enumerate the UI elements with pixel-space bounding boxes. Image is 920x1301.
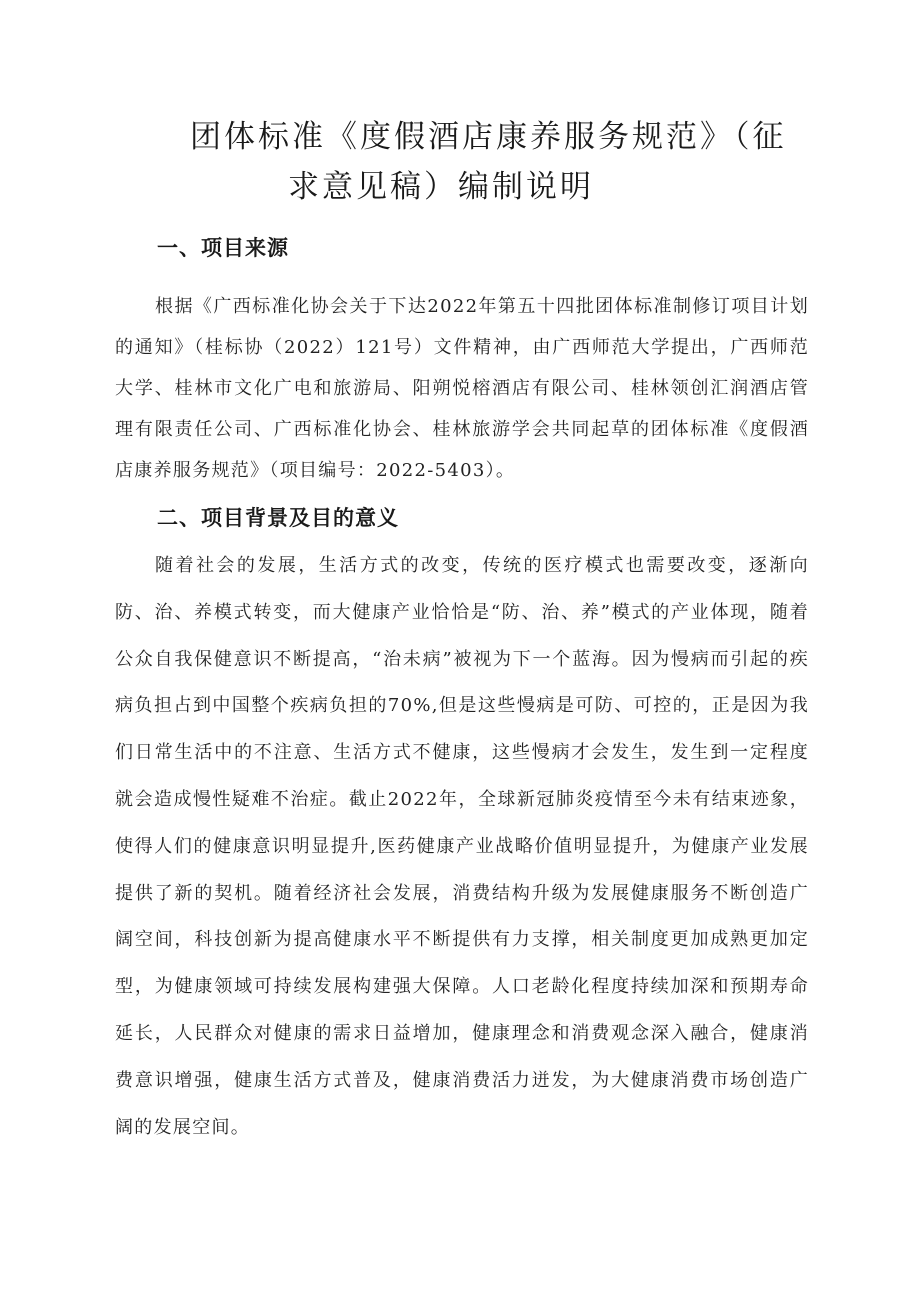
title-line-2: 求意见稿）编制说明 bbox=[288, 169, 594, 205]
title-line-1: 团体标准《度假酒店康养服务规范》（征 bbox=[190, 119, 787, 155]
document-title bbox=[190, 112, 810, 212]
section-paragraph-project-source: 根据《广西标准化协会关于下达2022年第五十四批团体标准制修订项目计划的通知》（桂标协（2022）121号）文件精神，由广西师范大学提出，广西师范大学、桂林市文化广电和旅游局、阳朔悦榕酒店有限公司、桂林领创汇润酒店管理有限责任公司、广西标准化协会、桂林旅游学会共同起草的团体标准《度假酒店康养服务规范》（项目编号：2022-5403）。 bbox=[115, 296, 809, 481]
section-heading-project-source: 一、项目来源 bbox=[157, 236, 289, 260]
section-paragraph-background: 随着社会的发展，生活方式的改变，传统的医疗模式也需要改变，逐渐向防、治、养模式转变，而大健康产业恰恰是“防、治、养”模式的产业体现，随着公众自我保健意识不断提高，“治未病”被视为下一个蓝海。因为慢病而引起的疾病负担占到中国整个疾病负担的70%,但是这些慢病是可防、可控的，正是因为我们日常生活中的不注意、生活方式不健康，这些慢病才会发生，发生到一定程度就会造成慢性疑难不治症。截止2022年，全球新冠肺炎疫情至今未有结束迹象，使得人们的健康意识明显提升,医药健康产业战略价值明显提升，为健康产业发展提供了新的契机。随着经济社会发展，消费结构升级为发展健康服务不断创造广阔空间，科技创新为提高健康水平不断提供有力支撑，相关制度更加成熟更加定型，为健康领域可持续发展构建强大保障。人口老龄化程度持续加深和预期寿命延长，人民群众对健康的需求日益增加，健康理念和消费观念深入融合，健康消费意识增强，健康生活方式普及，健康消费活力迸发，为大健康消费市场创造广阔的发展空间。 bbox=[115, 555, 809, 1138]
section-heading-background: 二、项目背景及目的意义 bbox=[157, 506, 399, 530]
